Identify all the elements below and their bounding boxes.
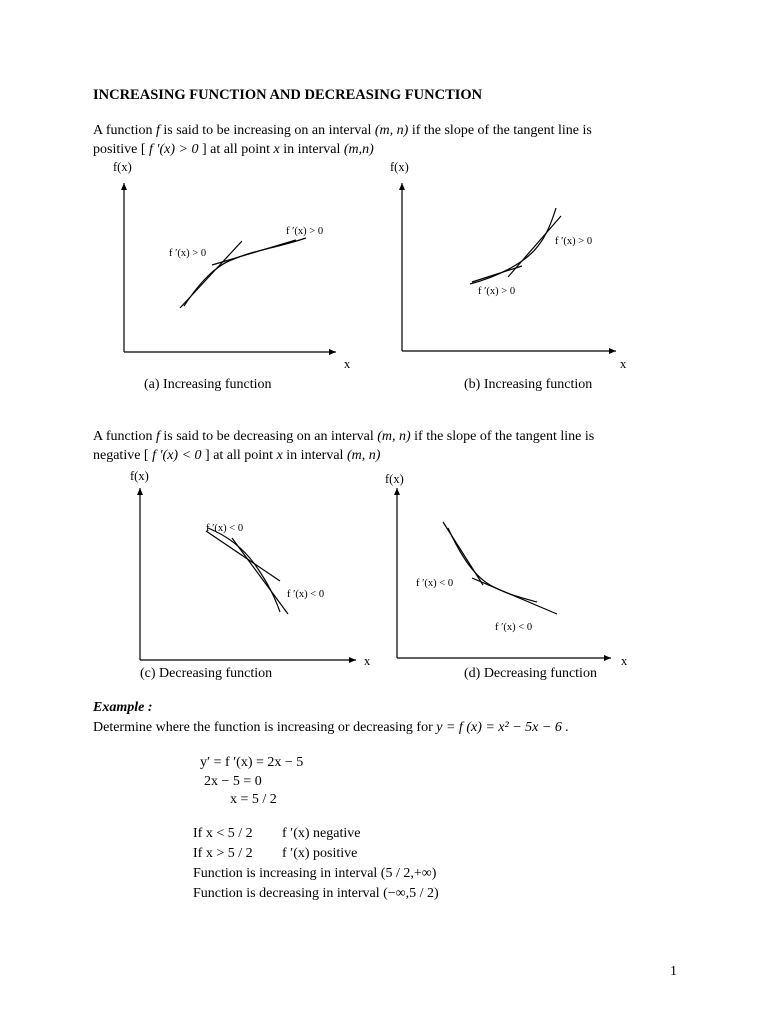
example-solution: x = 5 / 2 <box>230 792 277 807</box>
graph-a <box>124 183 336 352</box>
graph-a-x-label: x <box>344 357 351 371</box>
graph-d-tangent-1 <box>443 522 483 585</box>
graph-d-curve <box>448 528 537 602</box>
graph-d-tangent-label-2: f ′(x) < 0 <box>495 622 533 633</box>
example-if-greater-condition: If x > 5 / 2 <box>193 846 253 861</box>
example-equation: 2x − 5 = 0 <box>204 774 262 789</box>
example-if-greater-result: f ′(x) positive <box>282 846 358 861</box>
graph-b-curve <box>470 208 556 284</box>
example-if-less-condition: If x < 5 / 2 <box>193 826 253 841</box>
page-title: INCREASING FUNCTION AND DECREASING FUNCTION <box>93 87 483 103</box>
graph-c-tangent-1 <box>206 531 280 581</box>
decreasing-definition-line2: negative [ f ′(x) < 0 ] at all point x in interval (m, n) <box>93 448 381 463</box>
graph-a-tangent-2 <box>212 240 296 265</box>
graph-d-caption: (d) Decreasing function <box>464 666 597 681</box>
graph-b-tangent-1 <box>472 266 522 282</box>
example-decreasing-interval: Function is decreasing in interval (−∞,5 / 2) <box>193 886 439 901</box>
graph-d-tangent-label-1: f ′(x) < 0 <box>416 578 454 589</box>
graph-c-tangent-2 <box>232 538 288 614</box>
graph-a-y-label: f(x) <box>113 160 132 174</box>
graph-b <box>402 183 616 351</box>
graph-c-tangent-label-2: f ′(x) < 0 <box>287 589 325 600</box>
example-heading: Example : <box>93 700 153 715</box>
graph-d-tangent-2 <box>472 578 557 614</box>
example-if-less-result: f ′(x) negative <box>282 826 361 841</box>
increasing-definition-line2: positive [ f ′(x) > 0 ] at all point x in interval (m,n) <box>93 142 374 157</box>
graph-b-tangent-label-1: f ′(x) > 0 <box>555 236 593 247</box>
page-number: 1 <box>670 964 677 979</box>
graph-d-y-label: f(x) <box>385 472 404 486</box>
graph-b-y-label: f(x) <box>390 160 409 174</box>
graph-b-tangent-label-2: f ′(x) > 0 <box>478 286 516 297</box>
graph-b-tangent-2 <box>508 216 561 277</box>
graph-c-curve <box>208 528 280 612</box>
graph-b-caption: (b) Increasing function <box>464 377 593 392</box>
graph-c-tangent-label-1: f ′(x) < 0 <box>206 523 244 534</box>
decreasing-definition-line1: A function f is said to be decreasing on an interval (m, n) if the slope of the tangent line is <box>93 429 595 444</box>
graph-c <box>140 488 356 660</box>
example-increasing-interval: Function is increasing in interval (5 / 2,+∞) <box>193 866 437 881</box>
example-derivative: y′ = f ′(x) = 2x − 5 <box>200 755 304 770</box>
graph-c-x-label: x <box>364 654 371 668</box>
graph-d-x-label: x <box>621 654 628 668</box>
graph-b-x-label: x <box>620 357 627 371</box>
graph-a-caption: (a) Increasing function <box>144 377 272 392</box>
graph-a-tangent-label-1: f ′(x) > 0 <box>169 248 207 259</box>
graph-c-caption: (c) Decreasing function <box>140 666 273 681</box>
example-question: Determine where the function is increasing or decreasing for y = f (x) = x² − 5x − 6 . <box>93 720 569 735</box>
increasing-definition-line1: A function f is said to be increasing on an interval (m, n) if the slope of the tangent line is <box>93 123 592 138</box>
graph-a-tangent-label-2: f ′(x) > 0 <box>286 226 324 237</box>
graph-c-y-label: f(x) <box>130 469 149 483</box>
